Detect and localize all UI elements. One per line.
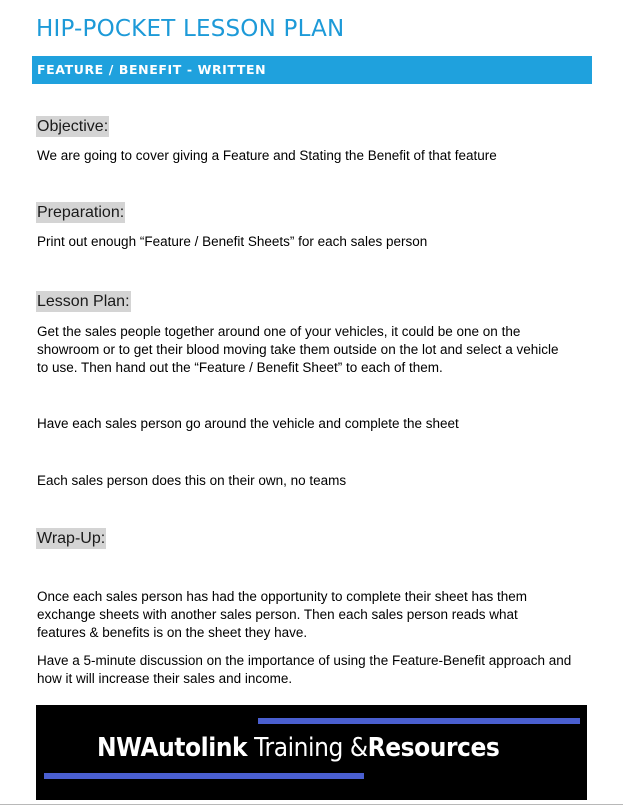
page-edge xyxy=(0,804,623,805)
logo-wordmark xyxy=(97,733,499,763)
objective-heading: Objective: xyxy=(37,118,109,135)
section-banner xyxy=(32,56,592,84)
preparation-heading: Preparation: xyxy=(37,204,125,221)
company-logo xyxy=(36,705,587,800)
page-title: HIP-POCKET LESSON PLAN xyxy=(36,16,345,42)
logo-accent-line-top xyxy=(258,718,580,724)
wrap-up-paragraph: Have a 5-minute discussion on the importance of using the Feature-Benefit approach and how it will increase their sales and income. xyxy=(37,653,572,686)
lesson-plan-paragraph: Get the sales people together around one of your vehicles, it could be one on the showroom or to get their blood moving take them outside on the lot and select a vehicle to use. Then hand out the “Feature / Benefit Sheet” to each of them. xyxy=(37,324,559,375)
lesson-plan-heading: Lesson Plan: xyxy=(37,293,130,310)
logo-suffix: Resources xyxy=(367,733,500,763)
lesson-plan-paragraph: Each sales person does this on their own, no teams xyxy=(37,473,347,488)
wrap-up-paragraph: Once each sales person has had the opportunity to complete their sheet has them exchange sheets with another sales person. Then each sales person reads what features & benefits is on the sheet they have. xyxy=(37,589,528,640)
preparation-text: Print out enough “Feature / Benefit Sheets” for each sales person xyxy=(37,234,428,249)
logo-accent-line-bottom xyxy=(44,773,364,779)
objective-text: We are going to cover giving a Feature and Stating the Benefit of that feature xyxy=(37,148,497,163)
lesson-plan-paragraph: Have each sales person go around the vehicle and complete the sheet xyxy=(37,416,459,431)
logo-brand: NWAutolink xyxy=(97,733,248,763)
wrap-up-heading: Wrap-Up: xyxy=(37,530,106,547)
logo-tagline: Training & xyxy=(247,733,368,763)
banner-label: FEATURE / BENEFIT - WRITTEN xyxy=(37,62,267,77)
